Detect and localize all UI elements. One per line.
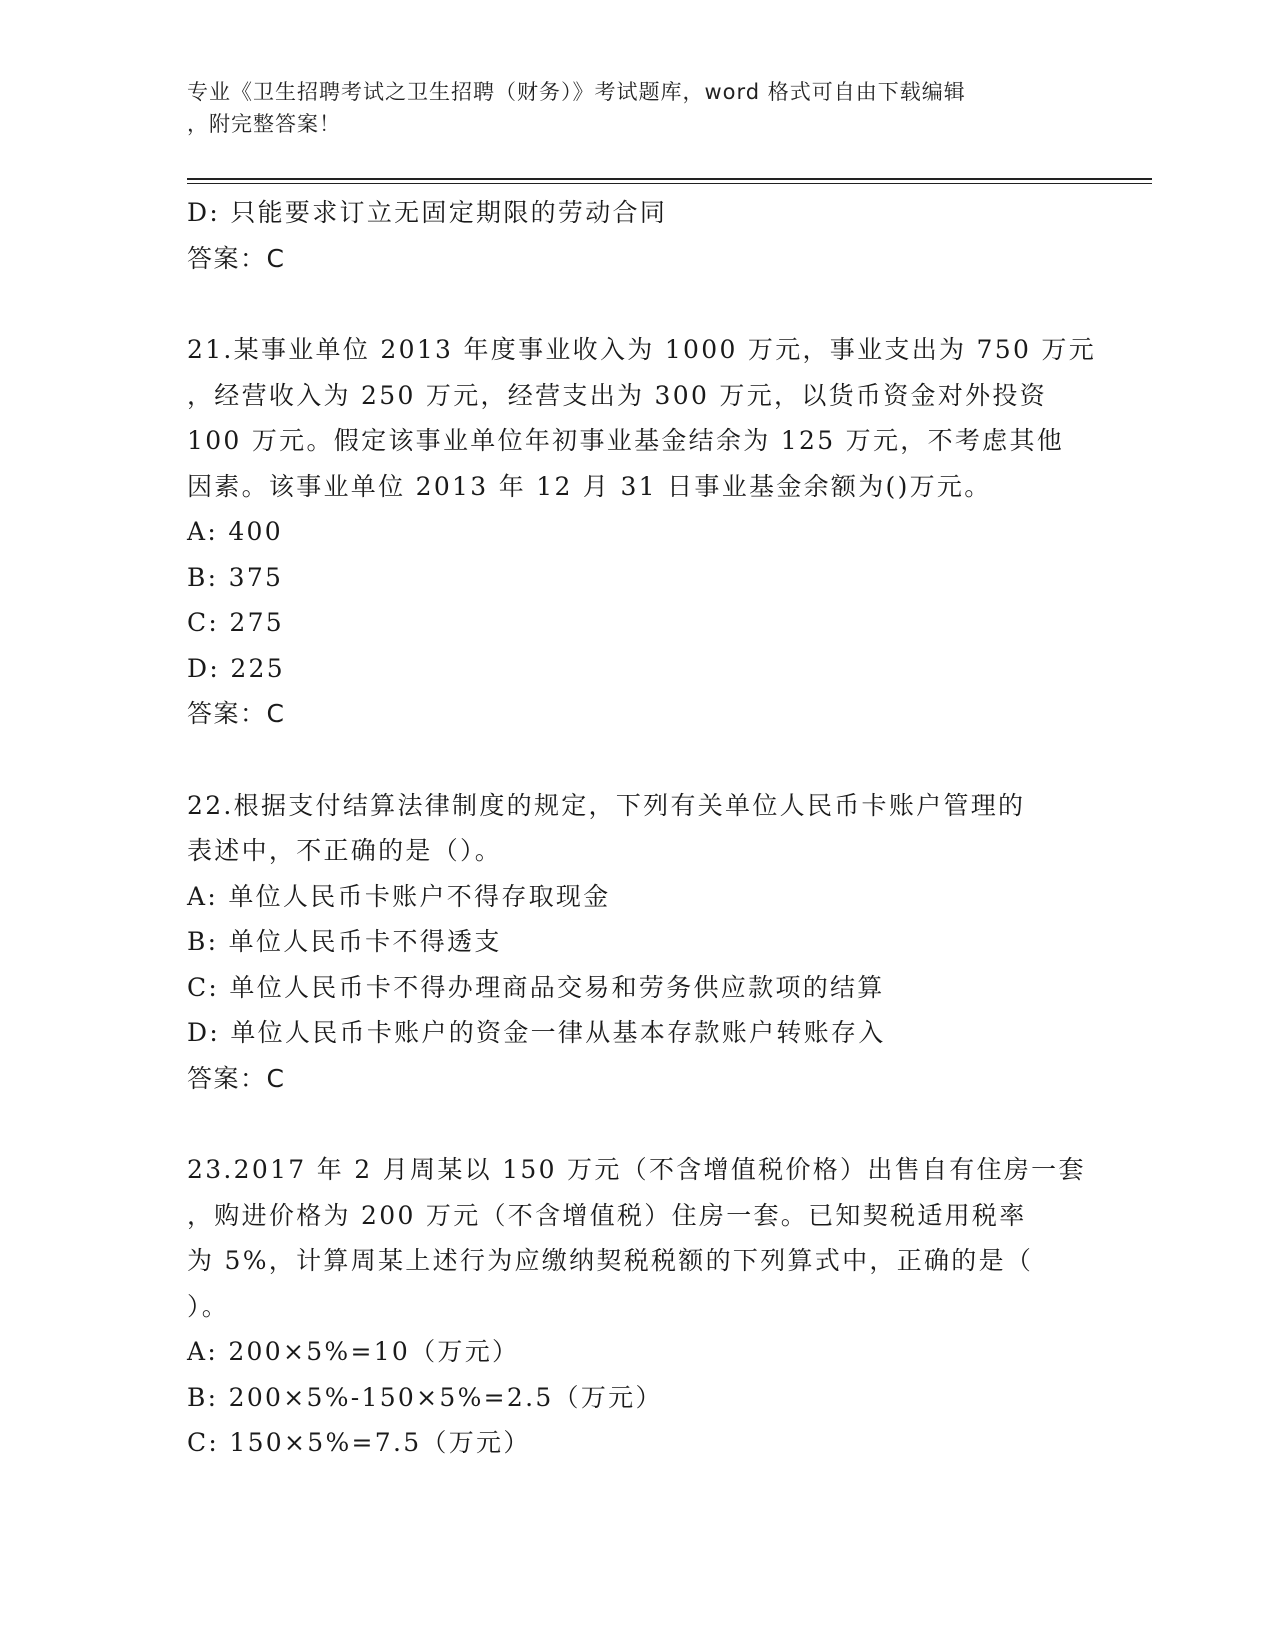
spacer [187,281,1087,327]
header-title-line: 专业《卫生招聘考试之卫生招聘（财务）》考试题库，word 格式可自由下载编辑 [187,80,966,104]
question-stem-line: 表述中，不正确的是（）。 [187,836,503,865]
option-c: C: 单位人民币卡不得办理商品交易和劳务供应款项的结算 [187,972,885,1002]
answer-label: 答案：C [187,699,286,728]
question-stem-line: ，购进价格为 200 万元（不含增值税）住房一套。已知契税适用税率 [187,1200,1027,1230]
question-21 [187,327,1097,737]
question-stem-line: 100 万元。假定该事业单位年初事业基金结余为 125 万元，不考虑其他 [187,426,1065,455]
question-stem-line: ，经营收入为 250 万元，经营支出为 300 万元，以货币资金对外投资 [187,380,1048,410]
option-b: B: 单位人民币卡不得透支 [187,927,502,956]
question-stem-line: 23.2017 年 2 月周某以 150 万元（不含增值税价格）出售自有住房一套 [187,1155,1086,1184]
option-d: D: 只能要求订立无固定期限的劳动合同 [187,198,668,227]
question-stem-line: ）。 [187,1291,230,1321]
option-c: C: 275 [187,608,285,637]
header-title-line-continued: ，附完整答案！ [187,112,341,136]
document-header [187,76,1067,140]
question-stem-line: 为 5%，计算周某上述行为应缴纳契税税额的下列算式中，正确的是（ [187,1246,1034,1275]
option-a: A: 400 [187,517,283,546]
option-d: D: 单位人民币卡账户的资金一律从基本存款账户转账存入 [187,1018,886,1047]
option-a: A: 单位人民币卡账户不得存取现金 [187,881,611,911]
option-b: B: 200×5%-150×5%=2.5（万元） [187,1382,663,1412]
answer-label: 答案：C [187,243,286,273]
question-stem-line: 21.某事业单位 2013 年度事业收入为 1000 万元，事业支出为 750 万元 [187,335,1097,364]
header-divider-thin [187,183,1152,184]
option-d: D: 225 [187,653,285,683]
question-list [187,190,1097,1466]
question-20-tail [187,190,1087,281]
spacer [187,1101,1087,1147]
spacer [187,737,1087,783]
option-a: A: 200×5%=10（万元） [187,1337,520,1366]
header-divider [187,178,1152,180]
option-b: B: 375 [187,562,284,592]
question-stem-line: 22.根据支付结算法律制度的规定，下列有关单位人民币卡账户管理的 [187,790,1026,820]
question-22 [187,783,1087,1102]
question-23 [187,1147,1087,1466]
question-stem-line: 因素。该事业单位 2013 年 12 月 31 日事业基金余额为()万元。 [187,471,992,501]
option-c: C: 150×5%=7.5（万元） [187,1428,531,1457]
answer-label: 答案：C [187,1063,286,1093]
